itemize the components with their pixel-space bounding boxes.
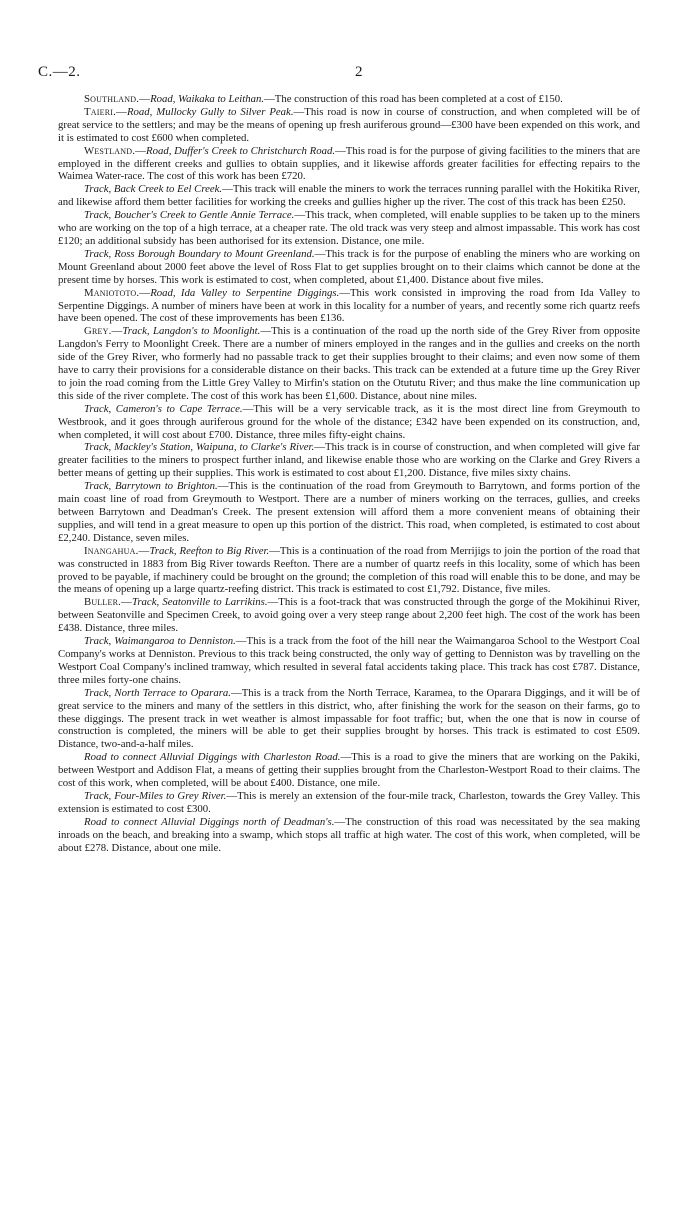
paragraph-text: —This track will enable the miners to work the terraces running parallel with the Hokitika River, and likewise afford them better facilities for working the creeks and gullies higher up the river. The cost of this track has been £250. (58, 183, 640, 209)
paragraph-text: —This is a track from the North Terrace, Karamea, to the Oparara Diggings, and it will be of great service to the miners and many of the settlers in this district, who, after finishing the work for the season on their farms, go to these diggings. The present track in wet weather is almost impassable for foot traffic; but, when the one that is now in course of construction is completed, the miners will be able to get their supplies brought by horses. This track is estimated to cost £509. Distance, two-and-a-half miles. (58, 686, 640, 751)
paragraph (58, 403, 640, 442)
work-title: Track, Reefton to Big River. (149, 544, 270, 557)
paragraph (58, 635, 640, 687)
work-title: Track, Waimangaroa to Denniston. (84, 635, 236, 648)
work-title: Track, Mackley's Station, Waipuna, to Clarke's River. (84, 441, 315, 454)
paragraph-text: —This is a road to give the miners that are working on the Pakiki, between Westport and Addison Flat, a means of getting their supplies brought from the Charleston-Westport Road to their claims. The cost of this work, when completed, will be about £400. Distance, one mile. (58, 751, 640, 790)
district-name: Maniototo.— (84, 286, 151, 299)
paragraph-text: —This is a track from the foot of the hill near the Waimangaroa School to the Westport Coal Company's works at Denniston. Previous to this track being constructed, the only way of getting to Denniston was by travelling on the Westport Coal Company's inclined tramway, which resulted in several fatal accidents taking place. This track has cost £787. Distance, three miles forty-one chains. (58, 635, 640, 686)
district-name: Southland.— (84, 93, 151, 105)
paragraph (58, 287, 640, 326)
work-title: Road, Mullocky Gully to Silver Peak. (126, 105, 294, 118)
work-title: Road to connect Alluvial Diggings north of Deadman's. (84, 815, 335, 828)
page-header (0, 64, 700, 84)
document-body (58, 93, 640, 854)
work-title: Road to connect Alluvial Diggings with Charleston Road. (84, 751, 341, 764)
paragraph (58, 325, 640, 402)
paragraph-text: —This road is now in course of construction, and when completed will be of great service to the settlers; and may be the means of opening up fresh auriferous ground—£300 have been expended on this work, and it is estimated to cost £600 when completed. (58, 105, 640, 144)
work-title: Road, Duffer's Creek to Christchurch Road. (146, 144, 336, 157)
paragraph-text: —This is a continuation of the road from Merrijigs to join the portion of the road that was constructed in 1883 from Big River towards Reefton. There are a number of quartz reefs in this locality, some of which has been proved to be payable, if machinery could be brought on the ground; the completion of this road will enable this to be done, and may be the means of opening up a large quartz-reefing district. This track is estimated to cost £1,792. Distance, five miles. (58, 544, 641, 596)
district-name: Westland.— (84, 144, 147, 157)
paragraph (58, 441, 640, 480)
paragraph (58, 183, 640, 209)
work-title: Track, Ross Borough Boundary to Mount Greenland. (84, 247, 315, 260)
paragraph (58, 596, 640, 635)
work-title: Track, Four-Miles to Grey River. (84, 789, 227, 802)
paragraph-text: —The construction of this road was necessitated by the sea making inroads on the beach, and breaking into a swamp, which stops all traffic at high water. The cost of this work, when completed, will be about £278. Distance, about one mile. (58, 815, 640, 854)
work-title: Road, Ida Valley to Serpentine Diggings. (150, 286, 340, 299)
paragraph (58, 790, 640, 816)
work-title: Track, Boucher's Creek to Gentle Annie Terrace. (84, 209, 295, 222)
district-name: Buller.— (84, 596, 132, 609)
district-name: Inangahua.— (84, 544, 150, 557)
paragraph (58, 816, 640, 855)
paragraph (58, 545, 640, 597)
paragraph-text: —This will be a very servicable track, as it is the most direct line from Greymouth to Westbrook, and it goes through auriferous ground for the whole of the distance; £342 have been expended on its construction, and, when completed, it will cost about £700. Distance, three miles fifty-eight chains. (58, 402, 640, 441)
paragraph-text: —This track is for the purpose of enabling the miners who are working on Mount Greenland about 2000 feet above the level of Ross Flat to get supplies brought on to their claims which cannot be done at the present time by horses. This work is estimated to cost, when completed, about £1,400. Distance about five miles. (58, 247, 640, 286)
paragraph (58, 687, 640, 752)
work-title: Track, Back Creek to Eel Creek. (84, 183, 223, 196)
paragraph-text: —This is a foot-track that was constructed through the gorge of the Mokihinui River, between Seatonville and Specimen Creek, to avoid going over a very steep range about 2,200 feet high. The cost of the work has been £438. Distance, three miles. (58, 596, 640, 635)
paragraph (58, 751, 640, 790)
work-title: Track, Langdon's to Moonlight. (122, 325, 261, 338)
paragraph-text: —This is a continuation of the road up the north side of the Grey River from opposite Langdon's Ferry to Moonlight Creek. There are a number of miners employed in the ranges and in the gullies and creeks on the north side of the Grey River, who formerly had no passable track to get their supplies brought to their claims; and even now some of them have to carry their provisions for a considerable distance on their backs. This track can be extended at a future time up the Grey River to join the road coming from the Little Grey Valley to Mirfin's station on the Otututu River; and thus make the line communication up this side of the river complete. The cost of this work has been £1,600. Distance, about nine miles. (58, 325, 640, 402)
paragraph-text: —This track, when completed, will enable supplies to be taken up to the miners who are working on the top of a high terrace, at a cheaper rate. The old track was very steep and almost impassable. This work has cost £120; an additional subsidy has been authorised for its extension. Distance, one mile. (58, 209, 640, 247)
paragraph (58, 209, 640, 248)
work-title: Track, Cameron's to Cape Terrace. (84, 402, 243, 415)
document-reference: C.—2. (38, 64, 81, 80)
paragraph-text: —This is merely an extension of the four-mile track, Charleston, towards the Grey Valley. This extension is estimated to cost £300. (58, 789, 640, 815)
paragraph-text: —This road is for the purpose of giving facilities to the miners that are employed in the different creeks and gullies to obtain supplies, and it likewise affords greater facilities for effecting repairs to the Waimea Water-race. The cost of this work has been £720. (58, 144, 640, 183)
paragraph (58, 145, 640, 184)
work-title: Track, North Terrace to Oparara. (84, 686, 231, 699)
paragraph (58, 248, 640, 287)
paragraph-text: —The construction of this road has been completed at a cost of £150. (264, 93, 563, 105)
paragraph (58, 480, 640, 545)
paragraph (58, 93, 640, 106)
work-title: Road, Waikaka to Leithan. (150, 93, 265, 105)
paragraph-text: —This work consisted in improving the road from Ida Valley to Serpentine Diggings. A number of miners have been at work in this locality for a number of years, and recently some rich quartz reefs have been opened. The cost of these improvements has been £136. (58, 286, 640, 325)
paragraph-text: —This is the continuation of the road from Greymouth to Barrytown, and forms portion of the main coast line of road from Greymouth to Westport. There are a number of miners working on the terraces, gullies, and creeks between Barrytown and Deadman's Creek. The present extension will afford them a more convenient means of obtaining their supplies, and will tend in a great measure to open up this portion of the district. This road, when completed, is estimated to cost about £2,240. Distance, seven miles. (58, 480, 640, 544)
district-name: Grey.— (84, 325, 123, 338)
work-title: Track, Seatonville to Larrikins. (131, 596, 268, 609)
paragraph-text: —This track is in course of construction, and when completed will give far greater facilities to the miners to prospect further inland, and likewise enable those who are working on the Clarke and Grey Rivers a better means of getting up their supplies. This work is estimated to cost about £1,200. Distance, five miles sixty chains. (58, 441, 640, 480)
page-number: 2 (355, 64, 363, 80)
work-title: Track, Barrytown to Brighton. (84, 480, 218, 493)
paragraph (58, 106, 640, 145)
district-name: Taieri.— (84, 105, 127, 118)
